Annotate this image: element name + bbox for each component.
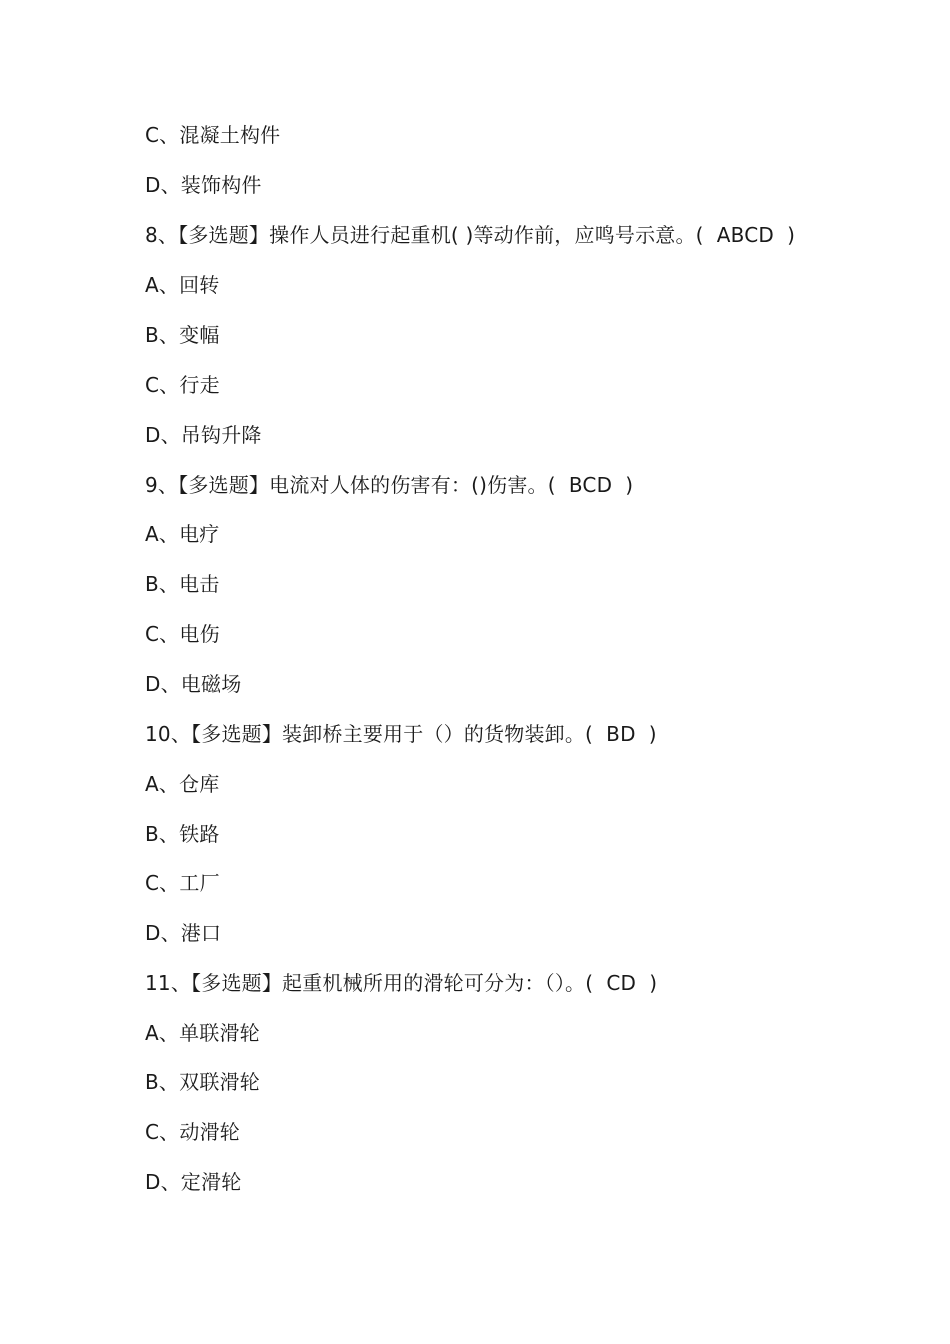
option-d-q7: D、装饰构件 bbox=[145, 173, 262, 197]
option-c-q10: C、工厂 bbox=[145, 871, 220, 895]
option-d-q10: D、港口 bbox=[145, 921, 222, 945]
question-11: 11、【多选题】起重机械所用的滑轮可分为：（）。( CD ) bbox=[145, 971, 658, 995]
option-a-q9: A、电疗 bbox=[145, 522, 220, 546]
option-d-q8: D、吊钩升降 bbox=[145, 423, 262, 447]
option-c-q8: C、行走 bbox=[145, 373, 220, 397]
question-8: 8、【多选题】操作人员进行起重机( )等动作前，应鸣号示意。( ABCD ) bbox=[145, 223, 796, 247]
option-a-q10: A、仓库 bbox=[145, 772, 220, 796]
option-c-q7: C、混凝土构件 bbox=[145, 123, 281, 147]
option-b-q10: B、铁路 bbox=[145, 822, 220, 846]
question-10: 10、【多选题】装卸桥主要用于（）的货物装卸。( BD ) bbox=[145, 722, 657, 746]
option-d-q9: D、电磁场 bbox=[145, 672, 242, 696]
option-d-q11: D、定滑轮 bbox=[145, 1170, 242, 1194]
option-a-q8: A、回转 bbox=[145, 273, 220, 297]
option-b-q8: B、变幅 bbox=[145, 323, 220, 347]
option-c-q9: C、电伤 bbox=[145, 622, 220, 646]
question-9: 9、【多选题】电流对人体的伤害有：()伤害。( BCD ) bbox=[145, 473, 634, 497]
option-b-q11: B、双联滑轮 bbox=[145, 1070, 260, 1094]
option-c-q11: C、动滑轮 bbox=[145, 1120, 240, 1144]
option-a-q11: A、单联滑轮 bbox=[145, 1021, 260, 1045]
option-b-q9: B、电击 bbox=[145, 572, 220, 596]
